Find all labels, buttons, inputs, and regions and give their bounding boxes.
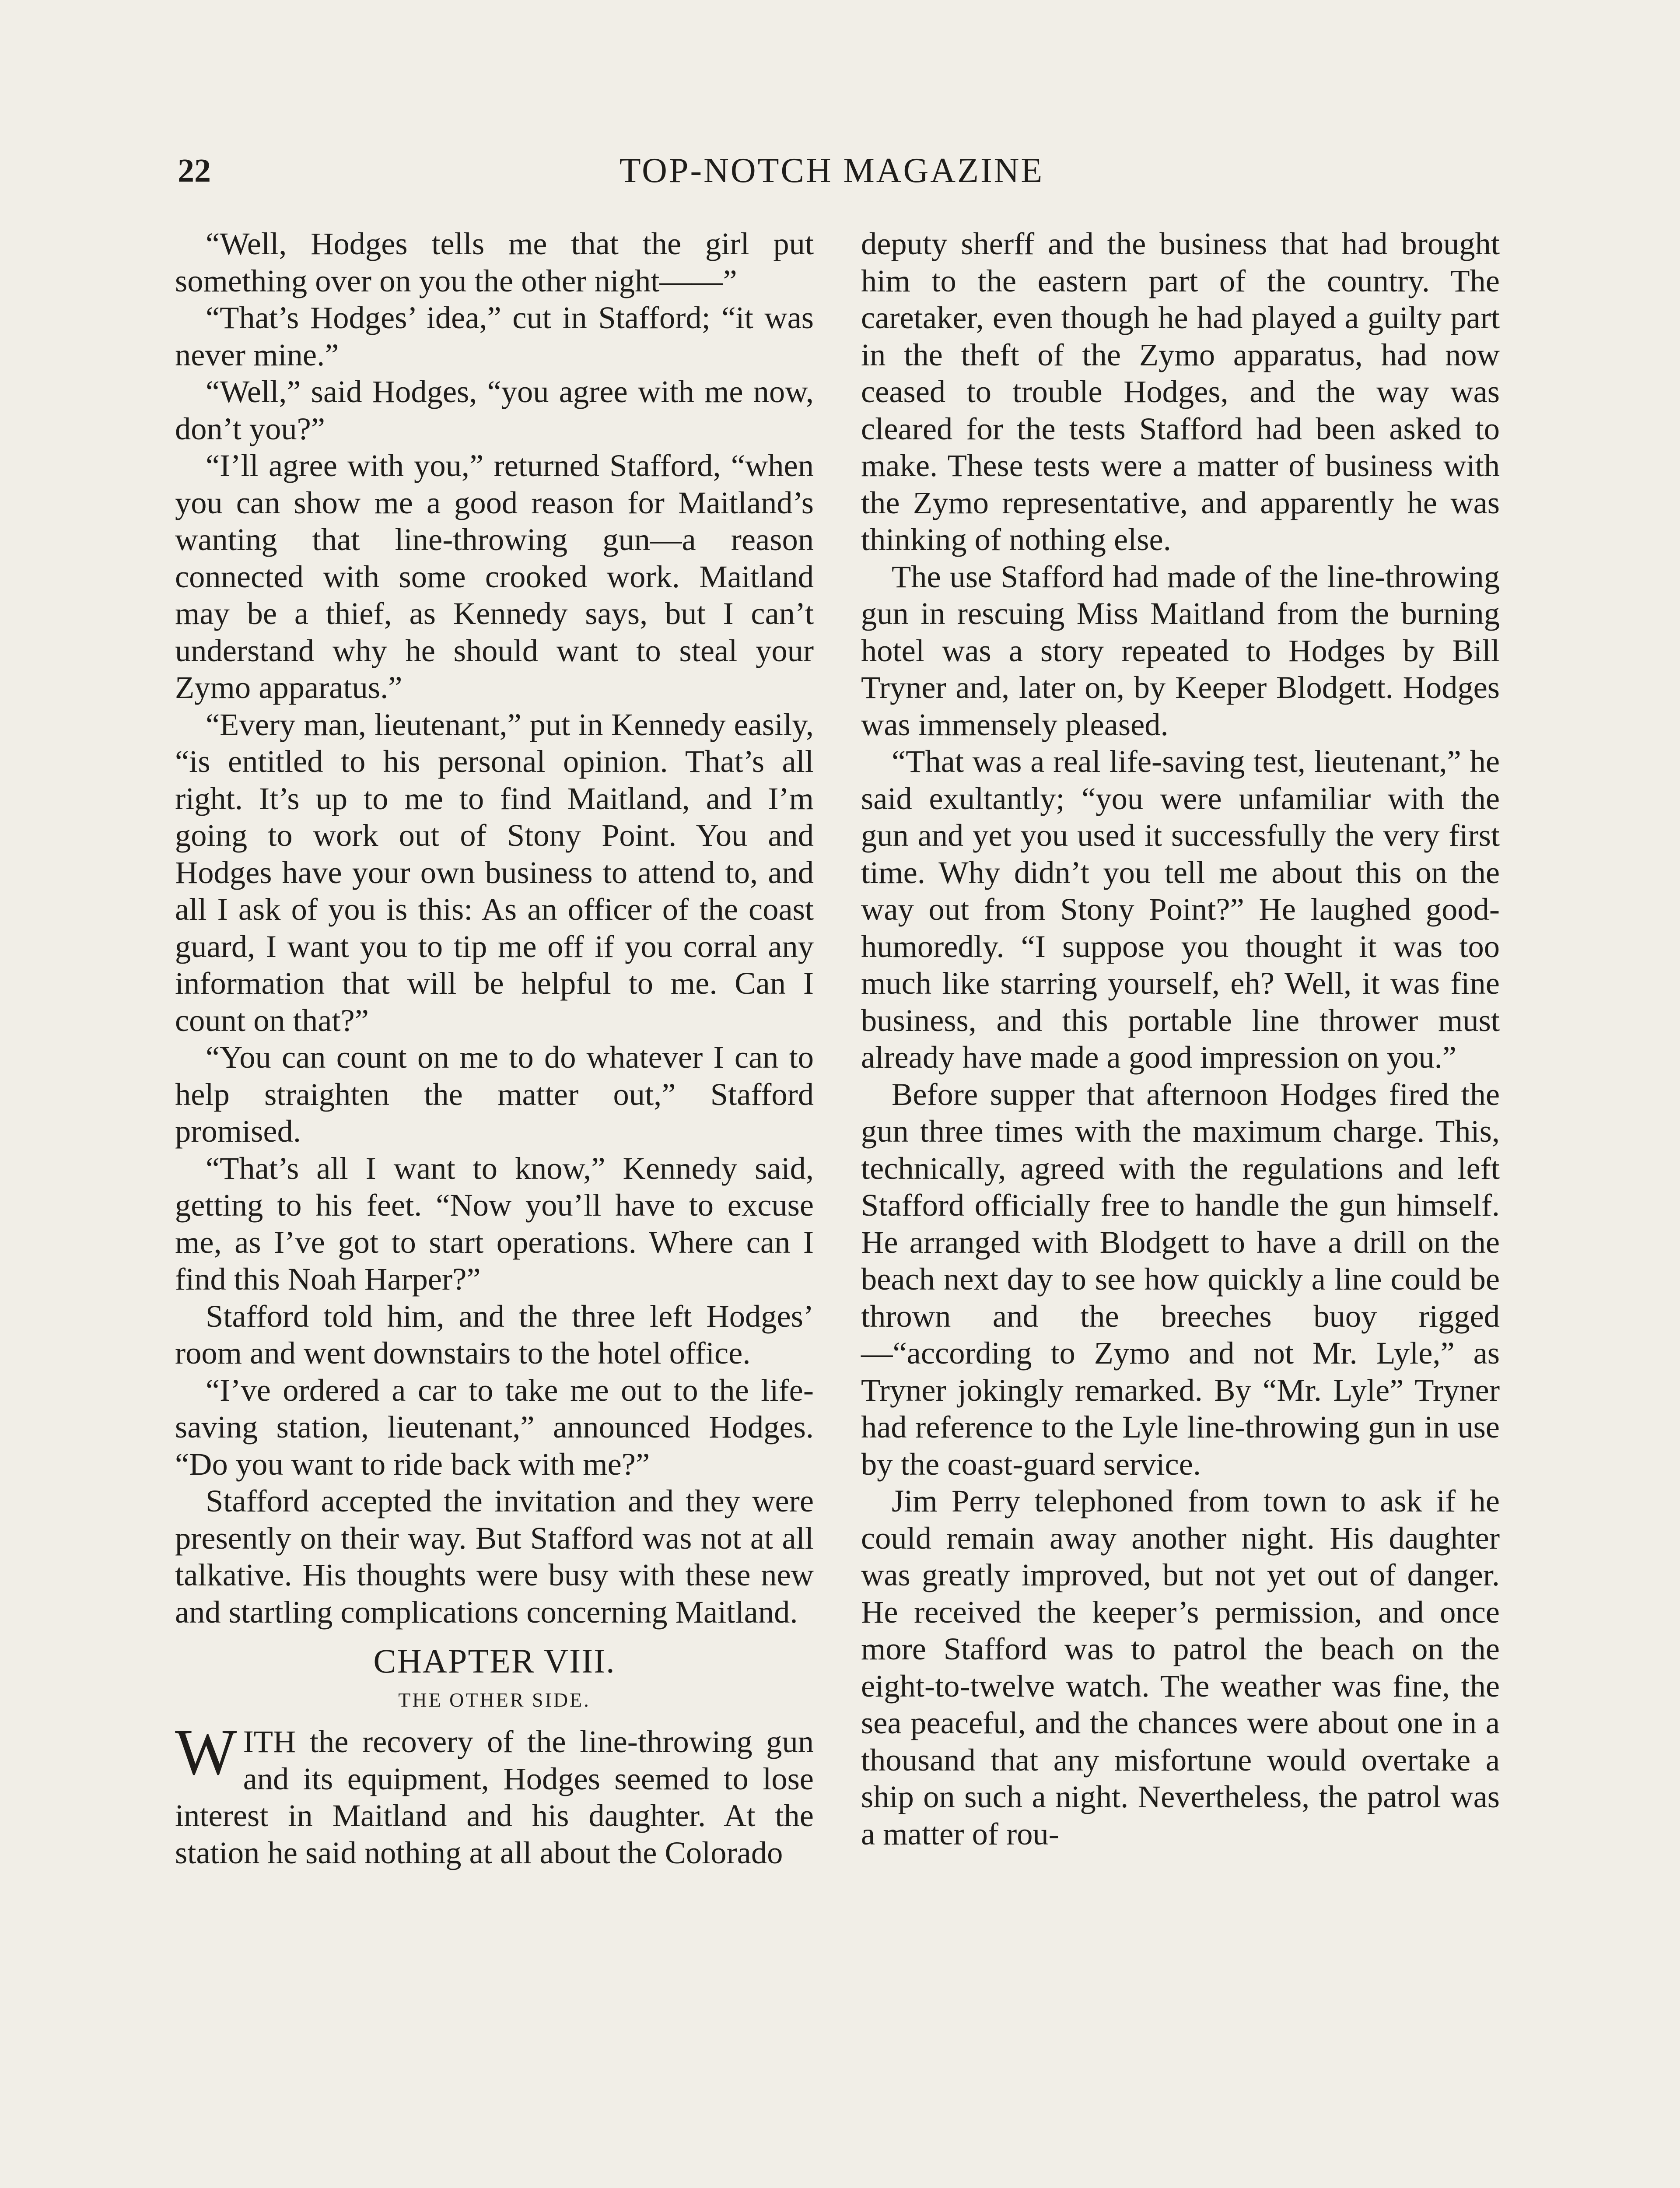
- paragraph: Before supper that afternoon Hodges fired the gun three times with the maximum charge. This, technically, agreed with the regulations and left Stafford officially free to handle the gun himself. He arranged with Blodgett to have a drill on the beach next day to see how quickly a line could be thrown and the breeches buoy rigged—“according to Zymo and not Mr. Lyle,” as Tryner jokingly remarked. By “Mr. Lyle” Tryner had reference to the Lyle line-throwing gun in use by the coast-guard service.: [861, 1076, 1500, 1482]
- paragraph: “Every man, lieutenant,” put in Kennedy easily, “is entitled to his personal opinion. That’s all right. It’s up to me to find Maitland, and I’m going to work out of Stony Point. You and Hodges have your own business to attend to, and all I ask of you is this: As an officer of the coast guard, I want you to tip me off if you corral any information that will be helpful to me. Can I count on that?”: [175, 706, 814, 1038]
- paragraph: “I’ll agree with you,” returned Stafford, “when you can show me a good reason for Maitland’s wanting that line-throwing gun—a reason connected with some crooked work. Maitland may be a thief, as Kennedy says, but I can’t understand why he should want to steal your Zymo apparatus.”: [175, 448, 814, 705]
- chapter-title: CHAPTER VIII.: [373, 1642, 616, 1680]
- paragraph: “I’ve ordered a car to take me out to the life-saving station, lieutenant,” announced Hodges. “Do you want to ride back with me?”: [175, 1372, 814, 1482]
- chapter-opening-paragraph: [175, 1716, 814, 1871]
- running-title: TOP-NOTCH MAGAZINE: [619, 151, 1044, 190]
- page-number: 22: [178, 152, 211, 189]
- paragraph: Jim Perry telephoned from town to ask if he could remain away another night. His daughter was greatly improved, but not yet out of danger. He received the keeper’s permission, and once more Stafford was to patrol the beach on the eight-to-twelve watch. The weather was fine, the sea peaceful, and the chances were about one in a thousand that any misfortune would overtake a ship on such a night. Nevertheless, the patrol was a matter of rou-: [861, 1483, 1500, 1851]
- drop-cap: W: [175, 1716, 237, 1788]
- chapter-subtitle: THE OTHER SIDE.: [398, 1689, 591, 1711]
- paragraph: Stafford accepted the invitation and they were presently on their way. But Stafford was not at all talkative. His thoughts were busy with these new and startling complications concerning Maitland.: [175, 1483, 814, 1630]
- paragraph: “Well,” said Hodges, “you agree with me now, don’t you?”: [175, 374, 814, 446]
- paragraph: “That’s all I want to know,” Kennedy said, getting to his feet. “Now you’ll have to excuse me, as I’ve got to start operations. Where can I find this Noah Harper?”: [175, 1150, 814, 1297]
- page-header: [178, 147, 1486, 195]
- paragraph: The use Stafford had made of the line-throwing gun in rescuing Miss Maitland from the burning hotel was a story repeated to Hodges by Bill Tryner and, later on, by Keeper Blodgett. Hodges was immensely pleased.: [861, 558, 1500, 742]
- continued-paragraph: deputy sherff and the business that had brought him to the eastern part of the country. The caretaker, even though he had played a guilty part in the theft of the Zymo apparatus, had now ceased to trouble Hodges, and the way was cleared for the tests Stafford had been asked to make. These tests were a matter of business with the Zymo representative, and apparently he was thinking of nothing else.: [861, 226, 1500, 557]
- right-column: [861, 225, 1500, 1852]
- left-column: [175, 225, 814, 1871]
- paragraph: “Well, Hodges tells me that the girl put something over on you the other night——”: [175, 226, 814, 298]
- paragraph: “That’s Hodges’ idea,” cut in Stafford; “it was never mine.”: [175, 300, 814, 372]
- paragraph: “You can count on me to do whatever I can to help straighten the matter out,” Stafford promised.: [175, 1039, 814, 1149]
- opening-text: ITH the recovery of the line-throwing gun and its equipment, Hodges seemed to lose interest in Maitland and his daughter. At the station he said nothing at all about the Colorado: [175, 1724, 814, 1870]
- paragraph: Stafford told him, and the three left Hodges’ room and went downstairs to the hotel office.: [175, 1298, 814, 1371]
- paragraph: “That was a real life-saving test, lieutenant,” he said exultantly; “you were unfamiliar with the gun and yet you used it successfully the very first time. Why didn’t you tell me about this on the way out from Stony Point?” He laughed good-humoredly. “I suppose you thought it was too much like starring yourself, eh? Well, it was fine business, and this portable line thrower must already have made a good impression on you.”: [861, 743, 1500, 1075]
